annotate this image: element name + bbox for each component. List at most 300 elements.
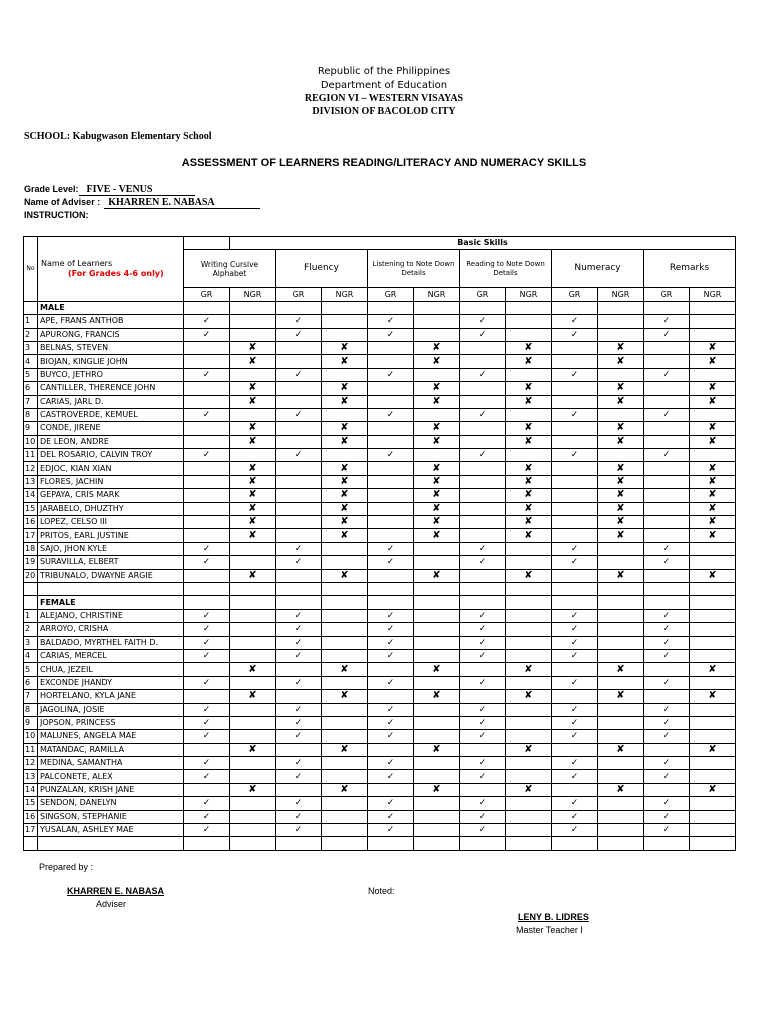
blank-cell (276, 341, 322, 354)
check-mark: ✓ (552, 797, 598, 810)
blank-cell (322, 757, 368, 770)
blank-cell (598, 810, 644, 823)
blank-cell (414, 636, 460, 649)
section-label: MALE (38, 301, 184, 314)
cross-mark: ✘ (690, 502, 736, 515)
check-mark: ✓ (276, 824, 322, 837)
blank-cell (460, 516, 506, 529)
blank-cell (598, 730, 644, 743)
blank-cell (322, 408, 368, 421)
check-mark: ✓ (368, 703, 414, 716)
check-mark: ✓ (552, 824, 598, 837)
learner-row (24, 542, 736, 555)
blank-cell (690, 797, 736, 810)
learner-number: 5 (24, 663, 38, 676)
check-mark: ✓ (368, 730, 414, 743)
adviser-value: KHARREN E. NABASA (108, 197, 215, 208)
learner-name: BELNAS, STEVEN (38, 341, 184, 354)
blank-cell (460, 341, 506, 354)
blank-cell (690, 596, 736, 609)
learner-name: TRIBUNALO, DWAYNE ARGIE (38, 569, 184, 582)
adviser-row (24, 197, 260, 209)
blank-cell (368, 435, 414, 448)
blank-cell (368, 690, 414, 703)
noter-role: Master Teacher I (516, 925, 583, 935)
learner-number: 6 (24, 676, 38, 689)
blank-cell (38, 837, 184, 850)
blank-cell (276, 355, 322, 368)
learner-row (24, 489, 736, 502)
cross-mark: ✘ (414, 475, 460, 488)
blank-cell (460, 502, 506, 515)
cross-mark: ✘ (230, 529, 276, 542)
blank-cell (24, 301, 38, 314)
blank-cell (506, 301, 552, 314)
check-mark: ✓ (552, 449, 598, 462)
learner-name: APE, FRANS ANTHOB (38, 315, 184, 328)
learner-name: MALUNES, ANGELA MAE (38, 730, 184, 743)
check-mark: ✓ (368, 328, 414, 341)
check-mark: ✓ (368, 810, 414, 823)
blank-cell (414, 730, 460, 743)
blank-cell (322, 636, 368, 649)
blank-cell (690, 623, 736, 636)
blank-cell (460, 690, 506, 703)
blank-cell (276, 422, 322, 435)
cross-mark: ✘ (230, 489, 276, 502)
blank-cell (230, 703, 276, 716)
check-mark: ✓ (552, 810, 598, 823)
check-mark: ✓ (460, 797, 506, 810)
blank-cell (322, 810, 368, 823)
blank-cell (184, 341, 230, 354)
grade-level-row (24, 184, 195, 196)
check-mark: ✓ (460, 676, 506, 689)
check-mark: ✓ (552, 368, 598, 381)
check-mark: ✓ (552, 542, 598, 555)
blank-cell (506, 315, 552, 328)
blank-row (24, 582, 736, 595)
blank-cell (690, 810, 736, 823)
check-mark: ✓ (552, 757, 598, 770)
blank-cell (368, 475, 414, 488)
check-mark: ✓ (276, 797, 322, 810)
blank-cell (184, 301, 230, 314)
blank-cell (506, 556, 552, 569)
learner-row (24, 502, 736, 515)
check-mark: ✓ (460, 716, 506, 729)
learner-number: 20 (24, 569, 38, 582)
blank-cell (460, 582, 506, 595)
cross-mark: ✘ (414, 341, 460, 354)
learner-number: 19 (24, 556, 38, 569)
learner-number: 2 (24, 623, 38, 636)
blank-cell (690, 837, 736, 850)
learner-row (24, 382, 736, 395)
blank-cell (460, 529, 506, 542)
blank-cell (322, 301, 368, 314)
blank-cell (598, 757, 644, 770)
blank-row (24, 837, 736, 850)
blank-cell (644, 690, 690, 703)
check-mark: ✓ (644, 449, 690, 462)
noter-name: LENY B. LIDRES (518, 912, 589, 922)
check-mark: ✓ (552, 328, 598, 341)
check-mark: ✓ (460, 542, 506, 555)
skill-header: Writing Cursive Alphabet (184, 250, 276, 288)
blank-cell (276, 435, 322, 448)
blank-cell (184, 837, 230, 850)
blank-cell (414, 676, 460, 689)
check-mark: ✓ (460, 408, 506, 421)
col-header-name (38, 237, 184, 302)
check-mark: ✓ (552, 636, 598, 649)
cross-mark: ✘ (598, 395, 644, 408)
blank-cell (644, 569, 690, 582)
check-mark: ✓ (276, 609, 322, 622)
blank-cell (644, 301, 690, 314)
blank-cell (230, 582, 276, 595)
learner-number: 15 (24, 502, 38, 515)
learner-row (24, 341, 736, 354)
cross-mark: ✘ (322, 489, 368, 502)
blank-cell (230, 730, 276, 743)
learner-row (24, 623, 736, 636)
learner-row (24, 462, 736, 475)
blank-cell (368, 663, 414, 676)
learner-name: CASTROVERDE, KEMUEL (38, 408, 184, 421)
blank-cell (552, 435, 598, 448)
blank-cell (644, 435, 690, 448)
cross-mark: ✘ (322, 743, 368, 756)
cross-mark: ✘ (506, 422, 552, 435)
blank-cell (598, 703, 644, 716)
check-mark: ✓ (368, 449, 414, 462)
check-mark: ✓ (368, 676, 414, 689)
check-mark: ✓ (644, 824, 690, 837)
cross-mark: ✘ (506, 516, 552, 529)
blank-cell (690, 730, 736, 743)
check-mark: ✓ (184, 315, 230, 328)
check-mark: ✓ (368, 408, 414, 421)
learner-name: PALCONETE, ALEX (38, 770, 184, 783)
check-mark: ✓ (644, 609, 690, 622)
blank-cell (552, 475, 598, 488)
cross-mark: ✘ (322, 783, 368, 796)
cross-mark: ✘ (598, 462, 644, 475)
cross-mark: ✘ (598, 690, 644, 703)
blank-cell (184, 502, 230, 515)
learner-name: SENDON, DANELYN (38, 797, 184, 810)
blank-cell (460, 355, 506, 368)
blank-cell (414, 623, 460, 636)
check-mark: ✓ (368, 556, 414, 569)
blank-cell (460, 663, 506, 676)
blank-cell (414, 368, 460, 381)
cross-mark: ✘ (230, 395, 276, 408)
preparer-name: KHARREN E. NABASA (67, 886, 165, 896)
blank-cell (690, 449, 736, 462)
cross-mark: ✘ (506, 462, 552, 475)
check-mark: ✓ (460, 824, 506, 837)
blank-cell (506, 609, 552, 622)
cross-mark: ✘ (322, 382, 368, 395)
learner-row (24, 703, 736, 716)
blank-cell (506, 730, 552, 743)
blank-cell (230, 810, 276, 823)
blank-cell (690, 315, 736, 328)
cross-mark: ✘ (322, 516, 368, 529)
blank-cell (414, 449, 460, 462)
ngr-header: NGR (230, 288, 276, 301)
blank-cell (552, 582, 598, 595)
learner-number: 5 (24, 368, 38, 381)
cross-mark: ✘ (690, 341, 736, 354)
cross-mark: ✘ (506, 690, 552, 703)
blank-cell (368, 422, 414, 435)
blank-cell (368, 837, 414, 850)
blank-cell (414, 810, 460, 823)
blank-cell (184, 489, 230, 502)
learner-name: MEDINA, SAMANTHA (38, 757, 184, 770)
blank-cell (552, 743, 598, 756)
blank-cell (276, 596, 322, 609)
grade-level-value: FIVE - VENUS (86, 184, 153, 195)
blank-cell (184, 435, 230, 448)
check-mark: ✓ (184, 609, 230, 622)
blank-cell (322, 449, 368, 462)
cross-mark: ✘ (414, 355, 460, 368)
check-mark: ✓ (368, 797, 414, 810)
blank-cell (414, 649, 460, 662)
learner-number: 7 (24, 395, 38, 408)
blank-cell (322, 596, 368, 609)
check-mark: ✓ (276, 636, 322, 649)
learner-number: 8 (24, 703, 38, 716)
learner-row (24, 408, 736, 421)
check-mark: ✓ (368, 609, 414, 622)
cross-mark: ✘ (506, 341, 552, 354)
check-mark: ✓ (552, 676, 598, 689)
learner-number: 16 (24, 516, 38, 529)
blank-cell (230, 368, 276, 381)
cross-mark: ✘ (322, 435, 368, 448)
blank-cell (460, 462, 506, 475)
learner-number: 11 (24, 449, 38, 462)
blank-cell (506, 703, 552, 716)
blank-cell (276, 395, 322, 408)
check-mark: ✓ (184, 623, 230, 636)
blank-cell (506, 824, 552, 837)
learner-row (24, 368, 736, 381)
blank-cell (276, 743, 322, 756)
blank-cell (184, 582, 230, 595)
blank-cell (230, 301, 276, 314)
section-label: FEMALE (38, 596, 184, 609)
blank-cell (598, 824, 644, 837)
blank-cell (230, 797, 276, 810)
blank-cell (506, 596, 552, 609)
learner-name: YUSALAN, ASHLEY MAE (38, 824, 184, 837)
blank-cell (368, 341, 414, 354)
blank-cell (644, 582, 690, 595)
check-mark: ✓ (644, 797, 690, 810)
cross-mark: ✘ (230, 435, 276, 448)
learner-row (24, 556, 736, 569)
learner-name: JOPSON, PRINCESS (38, 716, 184, 729)
gr-header: GR (368, 288, 414, 301)
check-mark: ✓ (644, 542, 690, 555)
blank-cell (276, 462, 322, 475)
blank-cell (552, 783, 598, 796)
learner-name: HORTELANO, KYLA JANE (38, 690, 184, 703)
blank-cell (184, 462, 230, 475)
blank-cell (552, 422, 598, 435)
learner-row (24, 716, 736, 729)
cross-mark: ✘ (414, 743, 460, 756)
gr-header: GR (184, 288, 230, 301)
learner-name: SURAVILLA, ELBERT (38, 556, 184, 569)
blank-cell (276, 502, 322, 515)
blank-cell (414, 596, 460, 609)
check-mark: ✓ (460, 328, 506, 341)
skill-header: Reading to Note Down Details (460, 250, 552, 288)
check-mark: ✓ (552, 703, 598, 716)
learner-row (24, 810, 736, 823)
learner-number: 3 (24, 636, 38, 649)
blank-cell (184, 663, 230, 676)
school-name: SCHOOL: Kabugwason Elementary School (24, 131, 212, 142)
check-mark: ✓ (368, 623, 414, 636)
check-mark: ✓ (644, 716, 690, 729)
learner-name: EDJOC, KIAN XIAN (38, 462, 184, 475)
cross-mark: ✘ (414, 783, 460, 796)
cross-mark: ✘ (690, 382, 736, 395)
blank-cell (552, 516, 598, 529)
cross-mark: ✘ (690, 663, 736, 676)
learner-row (24, 690, 736, 703)
learner-number: 1 (24, 609, 38, 622)
learner-row (24, 743, 736, 756)
blank-cell (460, 837, 506, 850)
blank-cell (322, 368, 368, 381)
learner-row (24, 328, 736, 341)
check-mark: ✓ (276, 676, 322, 689)
check-mark: ✓ (184, 703, 230, 716)
blank-cell (552, 569, 598, 582)
cross-mark: ✘ (506, 502, 552, 515)
cross-mark: ✘ (690, 783, 736, 796)
learner-row (24, 676, 736, 689)
blank-cell (644, 837, 690, 850)
cross-mark: ✘ (414, 395, 460, 408)
cross-mark: ✘ (322, 462, 368, 475)
instruction-label: INSTRUCTION: (24, 210, 89, 220)
blank-cell (552, 663, 598, 676)
blank-cell (414, 315, 460, 328)
cross-mark: ✘ (598, 663, 644, 676)
cross-mark: ✘ (230, 502, 276, 515)
learner-number: 9 (24, 422, 38, 435)
gr-header: GR (460, 288, 506, 301)
blank-cell (644, 743, 690, 756)
blank-cell (644, 341, 690, 354)
blank-cell (552, 462, 598, 475)
blank-cell (230, 837, 276, 850)
learner-number: 17 (24, 529, 38, 542)
check-mark: ✓ (460, 770, 506, 783)
cross-mark: ✘ (414, 529, 460, 542)
blank-cell (460, 475, 506, 488)
cross-mark: ✘ (414, 422, 460, 435)
learner-row (24, 315, 736, 328)
blank-cell (598, 408, 644, 421)
cross-mark: ✘ (230, 743, 276, 756)
header-department: Department of Education (320, 80, 448, 91)
blank-cell (230, 623, 276, 636)
blank-cell (322, 542, 368, 555)
blank-cell (414, 542, 460, 555)
check-mark: ✓ (184, 542, 230, 555)
learner-number: 13 (24, 770, 38, 783)
cross-mark: ✘ (690, 462, 736, 475)
blank-cell (368, 569, 414, 582)
blank-cell (368, 462, 414, 475)
blank-cell (24, 582, 38, 595)
ngr-header: NGR (598, 288, 644, 301)
header-republic: Republic of the Philippines (317, 66, 451, 77)
learner-name: CANTILLER, THERENCE JOHN (38, 382, 184, 395)
blank-cell (598, 623, 644, 636)
cross-mark: ✘ (506, 435, 552, 448)
cross-mark: ✘ (690, 435, 736, 448)
learner-row (24, 609, 736, 622)
cross-mark: ✘ (322, 395, 368, 408)
adviser-field (104, 197, 260, 209)
blank-cell (552, 690, 598, 703)
blank-cell (460, 489, 506, 502)
blank-cell (506, 449, 552, 462)
blank-cell (690, 676, 736, 689)
cross-mark: ✘ (230, 462, 276, 475)
blank-cell (368, 382, 414, 395)
check-mark: ✓ (552, 623, 598, 636)
cross-mark: ✘ (230, 516, 276, 529)
learner-name: GEPAYA, CRIS MARK (38, 489, 184, 502)
blank-cell (414, 328, 460, 341)
learner-number: 4 (24, 649, 38, 662)
blank-cell (276, 690, 322, 703)
learner-row (24, 770, 736, 783)
cross-mark: ✘ (598, 382, 644, 395)
check-mark: ✓ (184, 716, 230, 729)
check-mark: ✓ (552, 716, 598, 729)
blank-cell (598, 542, 644, 555)
blank-cell (414, 408, 460, 421)
blank-cell (506, 837, 552, 850)
blank-cell (506, 542, 552, 555)
blank-cell (184, 382, 230, 395)
ngr-header: NGR (414, 288, 460, 301)
check-mark: ✓ (552, 609, 598, 622)
blank-cell (598, 449, 644, 462)
blank-cell (460, 783, 506, 796)
preparer-role: Adviser (96, 899, 127, 909)
cross-mark: ✘ (506, 382, 552, 395)
cross-mark: ✘ (414, 489, 460, 502)
cross-mark: ✘ (690, 569, 736, 582)
check-mark: ✓ (276, 556, 322, 569)
